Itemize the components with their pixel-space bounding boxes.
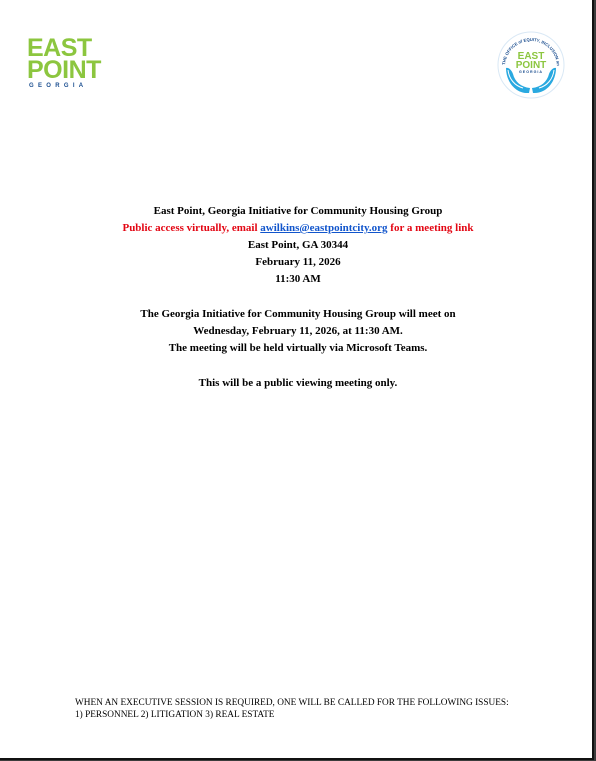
meeting-address: East Point, GA 30344 xyxy=(247,239,349,251)
executive-session-notice xyxy=(75,697,509,721)
description-line-1: The Georgia Initiative for Community Housing Group will meet on xyxy=(140,308,456,320)
email-link[interactable]: awilkins@eastpointcity.org xyxy=(260,222,388,234)
logo-word-georgia: GEORGIA xyxy=(29,83,88,89)
meeting-header xyxy=(0,203,594,288)
public-viewing-text: This will be a public viewing meeting only. xyxy=(198,377,398,389)
meeting-time: 11:30 AM xyxy=(275,273,321,285)
meeting-date: February 11, 2026 xyxy=(255,256,341,268)
public-access-prefix: Public access virtually, email xyxy=(122,222,261,234)
description-line-3: The meeting will be held virtually via Microsoft Teams. xyxy=(168,342,428,354)
logo-word-east: EAST xyxy=(27,34,92,62)
seal-ring-text: THE OFFICE of EQUITY, INCLUSION an xyxy=(501,36,561,66)
meeting-title: East Point, Georgia Initiative for Community Housing Group xyxy=(153,205,443,217)
public-viewing-note xyxy=(0,375,594,392)
seal-word-point: POINT xyxy=(515,60,547,71)
meeting-description xyxy=(0,306,594,357)
description-line-2: Wednesday, February 11, 2026, at 11:30 AM. xyxy=(193,325,403,337)
east-point-logo xyxy=(27,36,101,89)
seal-word-east: EAST xyxy=(517,51,545,62)
logo-word-point: POINT xyxy=(27,56,101,84)
public-access-suffix: for a meeting link xyxy=(387,222,474,234)
footer-line-2: 1) PERSONNEL 2) LITIGATION 3) REAL ESTATE xyxy=(75,710,275,720)
public-access-line xyxy=(0,220,594,237)
seal-word-georgia: GEORGIA xyxy=(519,70,543,74)
equity-office-seal-icon xyxy=(496,30,566,100)
footer-line-1: WHEN AN EXECUTIVE SESSION IS REQUIRED, ONE WILL BE CALLED FOR THE FOLLOWING ISSUES: xyxy=(75,698,509,708)
